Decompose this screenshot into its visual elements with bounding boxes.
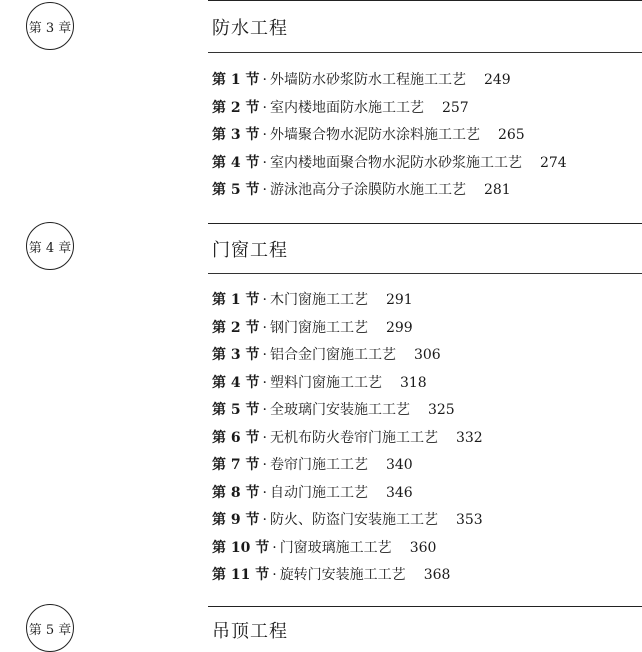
chapter-4-title-rule — [208, 273, 642, 274]
toc-entry[interactable]: 第 10 节 · 门窗玻璃施工工艺 360 — [212, 539, 437, 556]
toc-entry[interactable]: 第 5 节 · 全玻璃门安装施工工艺 325 — [212, 402, 455, 418]
chapter-5-top-rule — [208, 606, 642, 607]
chapter-3-toc-list — [212, 67, 567, 205]
toc-entry[interactable]: 第 4 节 · 塑料门窗施工工艺 318 — [212, 374, 427, 391]
chapter-5-title: 吊顶工程 — [212, 621, 288, 642]
chapter-3-title-rule — [208, 52, 642, 53]
toc-entry[interactable]: 第 1 节 · 外墙防水砂浆防水工程施工工艺 249 — [212, 72, 511, 88]
chapter-4-top-rule — [208, 223, 642, 224]
toc-entry[interactable]: 第 4 节 · 室内楼地面聚合物水泥防水砂浆施工工艺 274 — [212, 154, 567, 171]
chapter-5-badge: 第 5 章 — [26, 604, 74, 652]
toc-entry[interactable]: 第 2 节 · 室内楼地面防水施工工艺 257 — [212, 99, 469, 116]
toc-entry[interactable]: 第 2 节 · 钢门窗施工工艺 299 — [212, 319, 413, 336]
chapter-3-title: 防水工程 — [212, 18, 288, 39]
toc-entry[interactable]: 第 5 节 · 游泳池高分子涂膜防水施工工艺 281 — [212, 182, 511, 198]
chapter-3-top-rule — [208, 0, 642, 1]
toc-entry[interactable]: 第 7 节 · 卷帘门施工工艺 340 — [212, 457, 413, 473]
chapter-4-badge: 第 4 章 — [26, 222, 74, 270]
chapter-4-toc-list — [212, 287, 483, 590]
chapter-3-badge: 第 3 章 — [26, 2, 74, 50]
toc-entry[interactable]: 第 3 节 · 铝合金门窗施工工艺 306 — [212, 347, 441, 363]
toc-entry[interactable]: 第 1 节 · 木门窗施工工艺 291 — [212, 292, 413, 308]
toc-entry[interactable]: 第 11 节 · 旋转门安装施工工艺 368 — [212, 567, 451, 583]
toc-entry[interactable]: 第 3 节 · 外墙聚合物水泥防水涂料施工工艺 265 — [212, 127, 525, 143]
chapter-4-title: 门窗工程 — [212, 240, 288, 261]
toc-entry[interactable]: 第 6 节 · 无机布防火卷帘门施工工艺 332 — [212, 429, 483, 446]
toc-entry[interactable]: 第 8 节 · 自动门施工工艺 346 — [212, 484, 413, 501]
toc-entry[interactable]: 第 9 节 · 防火、防盗门安装施工工艺 353 — [212, 512, 483, 528]
